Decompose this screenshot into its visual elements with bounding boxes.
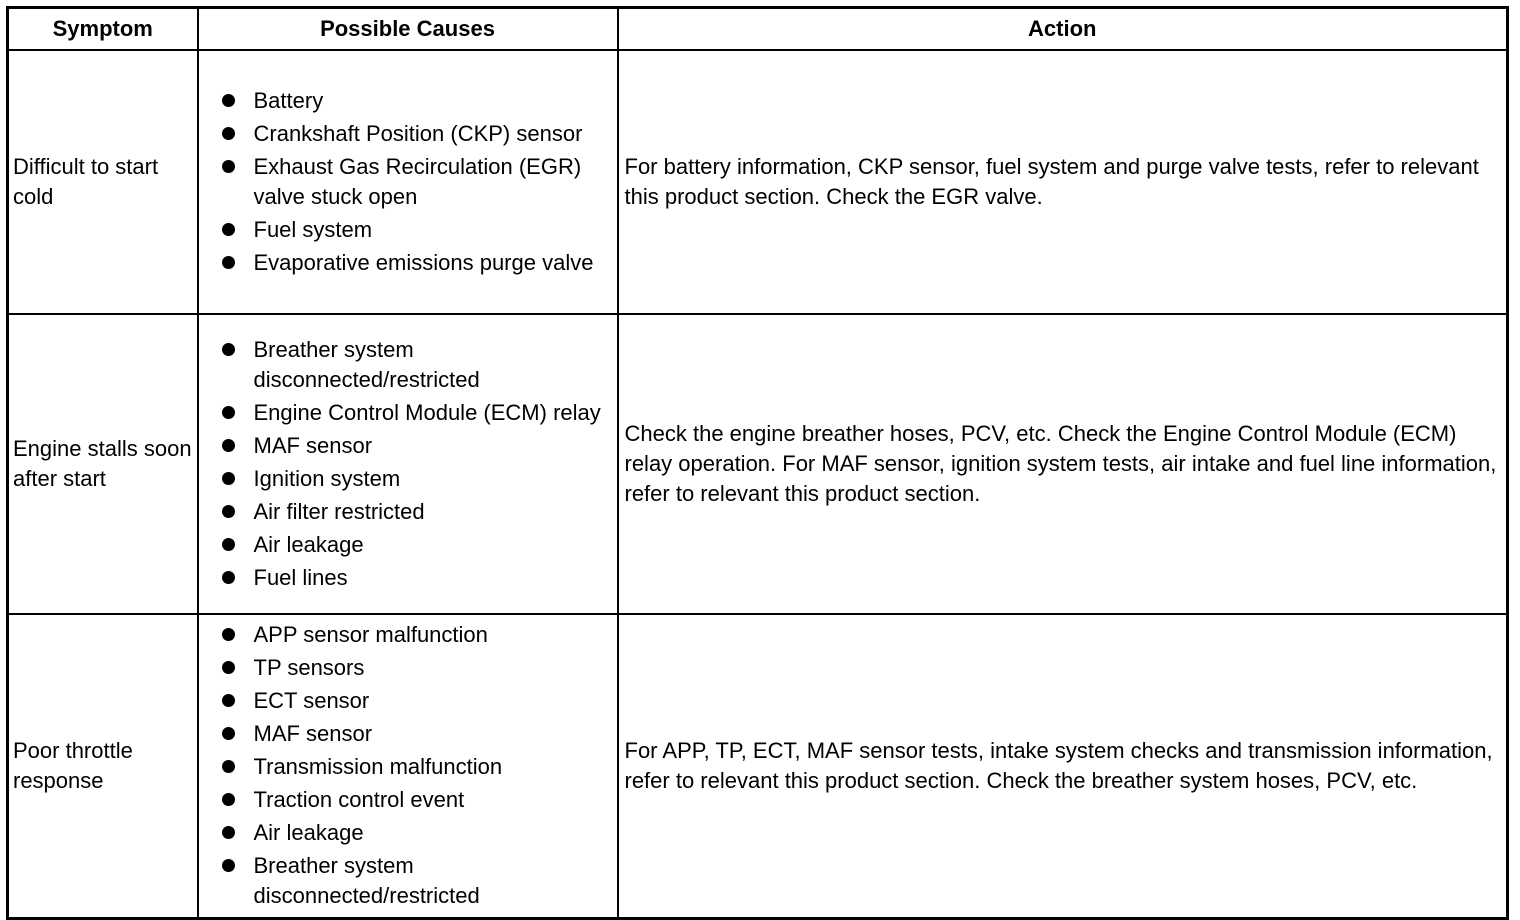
cause-item bbox=[199, 719, 611, 749]
bullet-icon bbox=[222, 628, 235, 641]
cause-text: TP sensors bbox=[253, 655, 365, 680]
bullet-icon bbox=[222, 343, 235, 356]
cause-item bbox=[199, 152, 611, 212]
bullet-icon bbox=[222, 859, 235, 872]
diagnostic-table-container bbox=[6, 6, 1509, 920]
cause-item bbox=[199, 497, 611, 527]
cause-item bbox=[199, 119, 611, 149]
bullet-icon bbox=[222, 160, 235, 173]
bullet-icon bbox=[222, 439, 235, 452]
cause-item bbox=[199, 248, 611, 278]
symptom-cell: Difficult to start cold bbox=[8, 50, 198, 314]
cause-item bbox=[199, 86, 611, 116]
table-row bbox=[8, 314, 1508, 614]
cause-item bbox=[199, 785, 611, 815]
cause-item bbox=[199, 686, 611, 716]
bullet-icon bbox=[222, 826, 235, 839]
cause-list bbox=[199, 86, 611, 278]
cause-text: Crankshaft Position (CKP) sensor bbox=[253, 120, 583, 146]
cause-item bbox=[199, 818, 611, 848]
cause-text: ECT sensor bbox=[253, 688, 370, 713]
table-row bbox=[8, 50, 1508, 314]
cause-text: Fuel system bbox=[253, 216, 373, 242]
symptom-cell: Engine stalls soon after start bbox=[8, 314, 198, 614]
cause-text: Air filter restricted bbox=[253, 498, 425, 524]
causes-cell bbox=[198, 314, 618, 614]
cause-text: Breather system disconnected/restricted bbox=[253, 336, 480, 392]
header-row bbox=[8, 8, 1508, 51]
bullet-icon bbox=[222, 793, 235, 806]
cause-text: Evaporative emissions purge valve bbox=[253, 249, 594, 275]
bullet-icon bbox=[222, 223, 235, 236]
bullet-icon bbox=[222, 661, 235, 674]
cause-item bbox=[199, 851, 611, 911]
cause-text: Air leakage bbox=[253, 820, 364, 845]
cause-text: Engine Control Module (ECM) relay bbox=[253, 399, 601, 425]
cause-text: Transmission malfunction bbox=[253, 754, 503, 779]
cause-text: MAF sensor bbox=[253, 721, 373, 746]
bullet-icon bbox=[222, 127, 235, 140]
cause-item bbox=[199, 464, 611, 494]
cause-item bbox=[199, 653, 611, 683]
bullet-icon bbox=[222, 505, 235, 518]
action-cell: Check the engine breather hoses, PCV, etc. Check the Engine Control Module (ECM) relay operation. For MAF sensor, ignition system tests, air intake and fuel line information, refer to relevant this product section. bbox=[618, 314, 1508, 614]
cause-list bbox=[199, 335, 611, 593]
cause-item bbox=[199, 563, 611, 593]
cause-text: Air leakage bbox=[253, 531, 364, 557]
bullet-icon bbox=[222, 538, 235, 551]
cause-item bbox=[199, 620, 611, 650]
cause-text: Exhaust Gas Recirculation (EGR) valve stuck open bbox=[253, 153, 582, 209]
cause-item bbox=[199, 431, 611, 461]
bullet-icon bbox=[222, 256, 235, 269]
cause-item bbox=[199, 752, 611, 782]
cause-text: Fuel lines bbox=[253, 564, 348, 590]
cause-text: MAF sensor bbox=[253, 432, 373, 458]
cause-item bbox=[199, 530, 611, 560]
cause-list bbox=[199, 620, 611, 911]
header-symptom: Symptom bbox=[8, 8, 198, 51]
cause-text: Traction control event bbox=[253, 787, 465, 812]
action-cell: For APP, TP, ECT, MAF sensor tests, intake system checks and transmission information, refer to relevant this product section. Check the breather system hoses, PCV, etc. bbox=[618, 614, 1508, 919]
action-cell: For battery information, CKP sensor, fuel system and purge valve tests, refer to relevant this product section. Check the EGR valve. bbox=[618, 50, 1508, 314]
bullet-icon bbox=[222, 694, 235, 707]
cause-text: Ignition system bbox=[253, 465, 401, 491]
cause-text: APP sensor malfunction bbox=[253, 622, 488, 647]
header-possible-causes: Possible Causes bbox=[198, 8, 618, 51]
bullet-icon bbox=[222, 94, 235, 107]
cause-item bbox=[199, 215, 611, 245]
cause-text: Battery bbox=[253, 87, 324, 113]
bullet-icon bbox=[222, 406, 235, 419]
diagnostic-table bbox=[6, 6, 1509, 920]
cause-item bbox=[199, 335, 611, 395]
causes-cell bbox=[198, 50, 618, 314]
cause-text: Breather system disconnected/restricted bbox=[253, 853, 480, 908]
bullet-icon bbox=[222, 727, 235, 740]
bullet-icon bbox=[222, 571, 235, 584]
table-row bbox=[8, 614, 1508, 919]
bullet-icon bbox=[222, 472, 235, 485]
header-action: Action bbox=[618, 8, 1508, 51]
symptom-cell: Poor throttle response bbox=[8, 614, 198, 919]
cause-item bbox=[199, 398, 611, 428]
bullet-icon bbox=[222, 760, 235, 773]
causes-cell bbox=[198, 614, 618, 919]
